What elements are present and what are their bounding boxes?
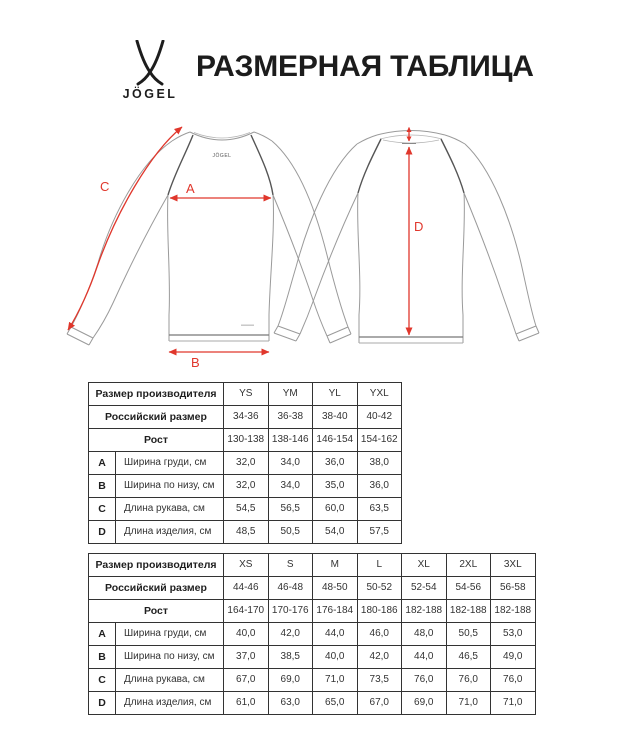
shirt-back-view [274,131,539,344]
size-code: M [313,554,358,577]
meta-value: 48-50 [313,577,358,600]
meta-value: 44-46 [224,577,269,600]
adult-size-table-container [88,553,536,715]
arrow-c-sleeve-length [68,127,182,330]
raglan-seam [251,135,273,195]
meta-row-label: Рост [89,600,224,623]
measure-value: 49,0 [491,646,536,669]
meta-value: 52-54 [402,577,447,600]
size-code: S [268,554,313,577]
meta-value: 130-138 [224,429,269,452]
measure-value: 73,5 [357,669,402,692]
measure-label: Ширина груди, см [116,452,224,475]
chest-brand-mark: JÖGEL [212,153,232,159]
meta-value: 182-188 [446,600,491,623]
garment-diagram [0,115,624,377]
youth-size-table-container [88,382,402,544]
manufacturer-size-label: Размер производителя [89,554,224,577]
measure-value: 37,0 [224,646,269,669]
measure-value: 48,0 [402,623,447,646]
manufacturer-size-label: Размер производителя [89,383,224,406]
measure-value: 54,0 [313,521,358,544]
measure-value: 67,0 [357,692,402,715]
measure-value: 71,0 [313,669,358,692]
measure-value: 48,5 [224,521,269,544]
meta-value: 50-52 [357,577,402,600]
measure-letter: B [89,646,116,669]
measure-value: 60,0 [313,498,358,521]
measure-label: Длина рукава, см [116,498,224,521]
meta-value: 56-58 [491,577,536,600]
jogel-v-icon [133,40,167,86]
measure-value: 34,0 [268,475,313,498]
raglan-seam [358,139,381,193]
measure-value: 57,5 [357,521,402,544]
measure-value: 67,0 [224,669,269,692]
measure-value: 63,5 [357,498,402,521]
measure-value: 44,0 [402,646,447,669]
meta-value: 154-162 [357,429,402,452]
measure-value: 32,0 [224,452,269,475]
size-code: L [357,554,402,577]
meta-value: 46-48 [268,577,313,600]
measure-value: 36,0 [313,452,358,475]
table-row [89,600,536,623]
measure-value: 50,5 [446,623,491,646]
meta-value: 180-186 [357,600,402,623]
measure-value: 38,0 [357,452,402,475]
measure-letter: D [89,521,116,544]
table-row [89,577,536,600]
measure-value: 53,0 [491,623,536,646]
measure-value: 56,5 [268,498,313,521]
measure-value: 42,0 [268,623,313,646]
meta-value: 40-42 [357,406,402,429]
size-code: YM [268,383,313,406]
table-row [89,646,536,669]
size-code: XS [224,554,269,577]
measure-value: 63,0 [268,692,313,715]
label-d: D [414,219,424,234]
table-row [89,383,402,406]
size-code: YXL [357,383,402,406]
measure-value: 76,0 [402,669,447,692]
hem-print-mark [241,325,254,326]
measure-value: 71,0 [446,692,491,715]
table-row [89,623,536,646]
size-code: YS [224,383,269,406]
measure-value: 71,0 [491,692,536,715]
table-row [89,406,402,429]
table-row [89,554,536,577]
measure-value: 65,0 [313,692,358,715]
table-row [89,692,536,715]
size-table-2 [88,553,536,715]
measure-value: 40,0 [313,646,358,669]
measure-letter: A [89,623,116,646]
measure-value: 32,0 [224,475,269,498]
measure-value: 69,0 [402,692,447,715]
size-code: 2XL [446,554,491,577]
brand-wordmark: JÖGEL [122,87,178,101]
meta-value: 182-188 [402,600,447,623]
measure-value: 46,5 [446,646,491,669]
meta-value: 36-38 [268,406,313,429]
measure-letter: A [89,452,116,475]
measure-value: 34,0 [268,452,313,475]
size-table-1 [88,382,402,544]
table-row [89,475,402,498]
meta-value: 34-36 [224,406,269,429]
meta-row-label: Российский размер [89,406,224,429]
measure-value: 42,0 [357,646,402,669]
size-code: YL [313,383,358,406]
meta-row-label: Рост [89,429,224,452]
page-title: РАЗМЕРНАЯ ТАБЛИЦА [196,50,534,83]
measure-value: 44,0 [313,623,358,646]
meta-value: 138-146 [268,429,313,452]
table-row [89,498,402,521]
meta-value: 38-40 [313,406,358,429]
table-row [89,429,402,452]
measure-letter: C [89,669,116,692]
table-row [89,452,402,475]
measure-label: Длина изделия, см [116,692,224,715]
measure-label: Длина рукава, см [116,669,224,692]
meta-value: 54-56 [446,577,491,600]
measure-value: 35,0 [313,475,358,498]
measure-letter: B [89,475,116,498]
measure-letter: D [89,692,116,715]
measure-value: 69,0 [268,669,313,692]
measure-label: Длина изделия, см [116,521,224,544]
size-code: XL [402,554,447,577]
measure-label: Ширина по низу, см [116,475,224,498]
meta-value: 170-176 [268,600,313,623]
measure-value: 61,0 [224,692,269,715]
raglan-seam [441,139,464,193]
meta-value: 146-154 [313,429,358,452]
measure-value: 38,5 [268,646,313,669]
measure-label: Ширина по низу, см [116,646,224,669]
table-row [89,669,536,692]
label-b: B [191,355,200,370]
measure-label: Ширина груди, см [116,623,224,646]
measure-value: 50,5 [268,521,313,544]
table-row [89,521,402,544]
meta-row-label: Российский размер [89,577,224,600]
meta-value: 176-184 [313,600,358,623]
meta-value: 164-170 [224,600,269,623]
measure-value: 36,0 [357,475,402,498]
label-a: A [186,181,195,196]
meta-value: 182-188 [491,600,536,623]
measure-value: 54,5 [224,498,269,521]
measure-letter: C [89,498,116,521]
measure-value: 46,0 [357,623,402,646]
measure-value: 40,0 [224,623,269,646]
size-code: 3XL [491,554,536,577]
measure-value: 76,0 [446,669,491,692]
measure-value: 76,0 [491,669,536,692]
label-c: C [100,179,110,194]
